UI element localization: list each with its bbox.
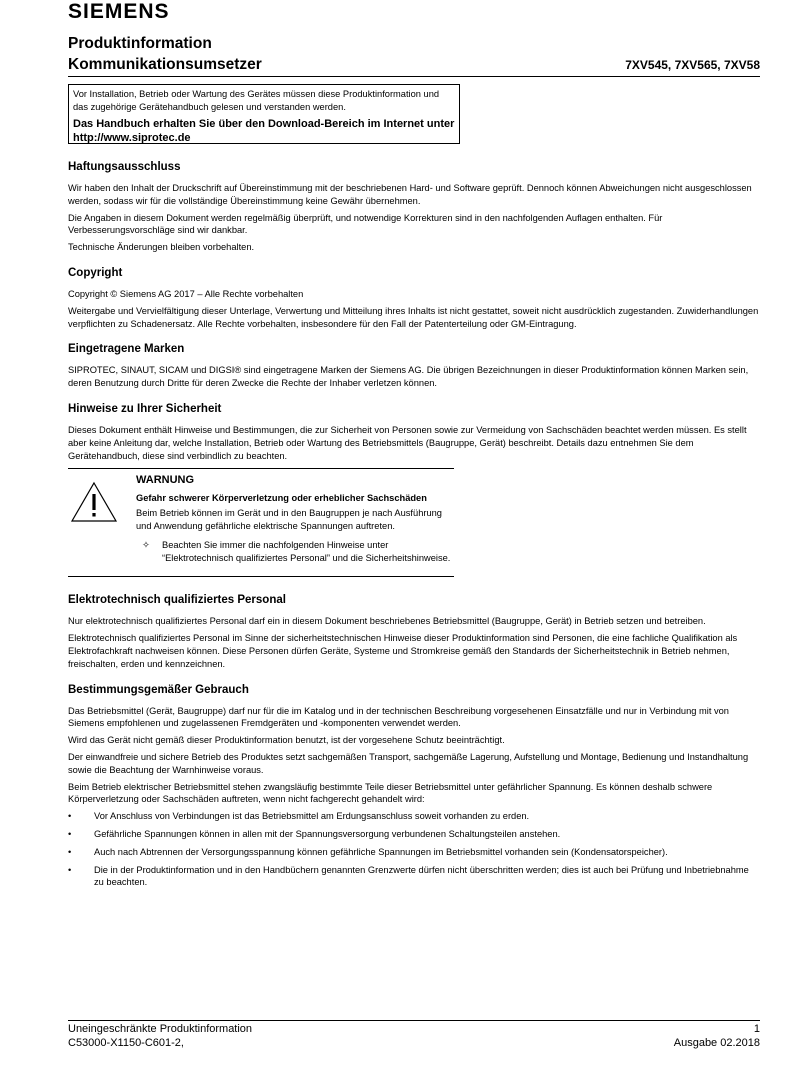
section-gebrauch <box>68 683 760 890</box>
warning-bullet-text: Beachten Sie immer die nachfolgenden Hinweise unter “Elektrotechnisch qualifiziertes Personal” und die Sicherheitshinweise. <box>162 539 451 563</box>
warning-text: Beim Betrieb können im Gerät und in den Baugruppen je nach Ausführung und Anwendung gefährliche elektrische Spannungen auftreten. <box>136 508 442 531</box>
section-heading: Copyright <box>68 266 123 279</box>
siemens-logo: SIEMENS <box>68 0 170 23</box>
paragraph: Technische Änderungen bleiben vorbehalten. <box>68 242 255 253</box>
warning-title: WARNUNG <box>136 474 195 487</box>
section-heading: Haftungsausschluss <box>68 161 181 173</box>
paragraph: Das Betriebsmittel (Gerät, Baugruppe) darf nur für die im Katalog und in der technischen Beschreibung vorgesehenen Einsatzfälle und nur in Verbindung mit von Siemens empfohlenen und zugelassenen Fremdgeräten und -komponenten verwendet werden. <box>68 705 729 729</box>
footer-doc-number: C53000-X1150-C601-2, <box>68 1037 184 1049</box>
diamond-bullet-icon: ✧ <box>142 539 150 550</box>
paragraph: Nur elektrotechnisch qualifiziertes Personal darf ein in diesem Dokument beschriebenes Betriebsmittel (Baugruppe, Gerät) in Betrieb setzen und betreiben. <box>68 616 706 627</box>
paragraph: Dieses Dokument enthält Hinweise und Bestimmungen, die zur Sicherheit von Personen sowie zur Vermeidung von Sachschäden beachtet werden müssen. Es stellt aber keine Anleitung dar, welche Installation, Betrieb oder Wartung des Betriebsmittels (Baugruppe, Gerät) beschreibt. Details dazu entnehmen Sie dem Gerätehandbuch, diese sind verbindlich zu beachten. <box>68 424 747 461</box>
list-item: • Die in der Produktinformation und in den Handbüchern genannten Grenzwerte dürfen nicht überschritten werden; dies ist auch bei Prüfung und Inbetriebnahme zu beachten. <box>68 864 749 888</box>
list-item: • Auch nach Abtrennen der Versorgungsspannung können gefährliche Spannungen im Betriebsmittel vorhanden sein (Kondensatorspeicher). <box>68 846 668 857</box>
paragraph: SIPROTEC, SINAUT, SICAM und DIGSI® sind eingetragene Marken der Siemens AG. Die übrigen Bezeichnungen in dieser Produktinformation können Marken sein, deren Benutzung durch Dritte für deren Zwecke die Rechte der Inhaber verletzen können. <box>68 365 749 389</box>
model-numbers: 7XV545, 7XV565, 7XV58 <box>625 58 760 72</box>
warning-triangle-icon <box>70 481 118 523</box>
section-personal <box>68 593 760 670</box>
section-heading: Elektrotechnisch qualifiziertes Personal <box>68 594 286 607</box>
paragraph: Beim Betrieb elektrischer Betriebsmittel stehen zwangsläufig bestimmte Teile dieser Betriebsmittel unter gefährlicher Spannung. Es können deshalb schwere Körperverletzung oder Sachschäden auftreten, wenn nicht fachgerecht gehandelt wird: <box>68 781 713 805</box>
paragraph: Die Angaben in diesem Dokument werden regelmäßig überprüft, und notwendige Korrekturen sind in den nachfolgenden Auflagen enthalten. Für Verbesserungsvorschläge sind wir dankbar. <box>68 212 663 236</box>
list-item: • Vor Anschluss von Verbindungen ist das Betriebsmittel am Erdungsanschluss soweit vorhanden zu erden. <box>68 811 530 822</box>
footer-classification: Uneingeschränkte Produktinformation <box>68 1023 253 1035</box>
warning-bullet <box>136 539 456 565</box>
paragraph: Wir haben den Inhalt der Druckschrift auf Übereinstimmung mit der beschriebenen Hard- und Software geprüft. Dennoch können Abweichungen nicht ausgeschlossen werden, sodass wir für die vollständige Übereinstimmung keine Gewähr übernehmen. <box>68 183 752 206</box>
section-marken <box>68 342 760 390</box>
warning-box <box>68 468 454 577</box>
section-heading: Eingetragene Marken <box>68 343 185 356</box>
section-haftung <box>68 160 760 254</box>
paragraph: Weitergabe und Vervielfältigung dieser Unterlage, Verwertung und Mitteilung ihres Inhalts ist nicht gestattet, soweit nicht ausdrücklich zugestanden. Zuwiderhandlungen verpflichten zu Schadenersatz. Alle Rechte vorbehalten, insbesondere für den Fall der Patenterteilung oder GM-Eintragung. <box>68 305 759 329</box>
doc-type-title: Produktinformation <box>68 35 212 52</box>
notice-text: Vor Installation, Betrieb oder Wartung des Gerätes müssen diese Produktinformation und das zugehörige Gerätehandbuch gelesen und verstanden werden. <box>73 89 440 112</box>
bullet-dot-icon: • <box>68 864 72 875</box>
list-item: • Gefährliche Spannungen können in allen mit der Spannungsversorgung verbundenen Schaltungsteilen anstehen. <box>68 828 561 839</box>
warning-subtitle: Gefahr schwerer Körperverletzung oder erheblicher Sachschäden <box>136 493 427 504</box>
paragraph: Copyright © Siemens AG 2017 – Alle Rechte vorbehalten <box>68 288 304 299</box>
hazard-list <box>68 810 760 889</box>
bullet-dot-icon: • <box>68 811 72 822</box>
bullet-dot-icon: • <box>68 846 72 857</box>
section-heading: Bestimmungsgemäßer Gebrauch <box>68 683 249 696</box>
paragraph: Wird das Gerät nicht gemäß dieser Produktinformation benutzt, ist der vorgesehene Schutz beeinträchtigt. <box>68 735 505 746</box>
page-number: 1 <box>753 1023 760 1035</box>
section-heading: Hinweise zu Ihrer Sicherheit <box>68 402 222 415</box>
paragraph: Der einwandfreie und sichere Betrieb des Produktes setzt sachgemäßen Transport, sachgemäße Lagerung, Aufstellung und Montage, Bedienung und Instandhaltung sowie die Beachtung der Warnhinweise voraus. <box>68 751 749 775</box>
product-title: Kommunikationsumsetzer <box>68 56 262 73</box>
main-content <box>68 160 760 901</box>
bullet-dot-icon: • <box>68 828 72 839</box>
warning-body <box>136 474 456 564</box>
notice-download-text: Das Handbuch erhalten Sie über den Download-Bereich im Internet unter http://www.siprotec.de <box>73 118 455 144</box>
section-sicherheit <box>68 402 760 462</box>
notice-box <box>68 84 460 144</box>
header-divider <box>68 76 760 77</box>
footer-divider <box>68 1020 760 1021</box>
section-copyright <box>68 266 760 330</box>
footer-edition: Ausgabe 02.2018 <box>673 1037 760 1049</box>
paragraph: Elektrotechnisch qualifiziertes Personal im Sinne der sicherheitstechnischen Hinweise dieser Produktinformation sind Personen, die eine fachliche Qualifikation als Elektrofachkraft nachweisen können. Diese Personen dürfen Geräte, Systeme und Stromkreise gemäß den Standards der Sicherheitstechnik in Betrieb nehmen, freischalten, erden und kennzeichnen. <box>68 633 738 669</box>
